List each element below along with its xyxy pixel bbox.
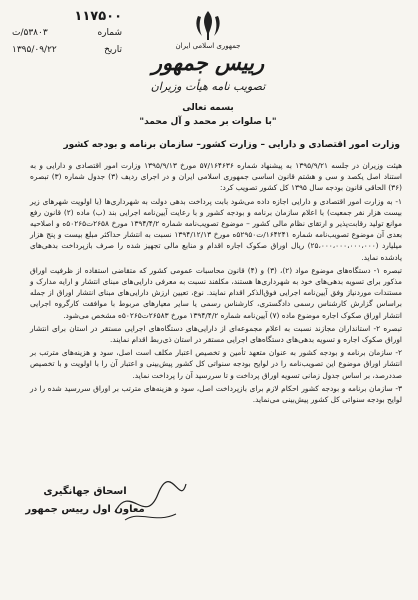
cabinet-approval-title: تصویب نامه هیأت وزیران (150, 80, 266, 93)
date-label: تاریخ (104, 45, 122, 55)
body-paragraph: ۳- سازمان برنامه و بودجه کشور احکام لازم برای بازپرداخت اصل، سود و هزینه‌های مترتب بر اوراق سررسید شده را در لوایح بودجه سنواتی کل کشور پیش‌بینی می‌نماید. (30, 383, 402, 405)
document-reference-block (12, 8, 122, 59)
salawat-line: "با صلوات بر محمد و آل محمد" (139, 117, 277, 127)
republic-caption: جمهوری اسلامی ایران (175, 42, 241, 50)
recipients-line: وزارت امور اقتصادی و دارایی – وزارت کشور– سازمان برنامه و بودجه کشور (63, 140, 400, 150)
reference-label: شماره (97, 28, 122, 38)
date-value: ۱۳۹۵/۰۹/۲۲ (12, 45, 57, 55)
bismillah-heading: بسمه تعالی (182, 103, 234, 113)
signature-block (20, 483, 150, 519)
body-paragraph: ۲- سازمان برنامه و بودجه کشور به عنوان متعهد تأمین و تخصیص اعتبار مکلف است اصل، سود و هزینه‌های مترتب بر انتشار اوراق موضوع این تصویب‌نامه را در لوایح بودجه سنواتی کل کشور پیش‌بینی و اعتبار آن را با اولویت و با تخصیص صددرصد، بر اساس جدول زمانی تسویه اوراق پرداخت و تا سررسید آن را پرداخت نماید. (30, 348, 402, 380)
signatory-title: معاون اول رییس جمهور (25, 504, 145, 515)
reference-value: ۵۳۸۰۳/ت (12, 28, 48, 38)
president-title: رییس جمهور (151, 50, 265, 75)
signatory-name: اسحاق جهانگیری (43, 486, 127, 497)
body-paragraph: ۱- به وزارت امور اقتصادی و دارایی اجازه داده می‌شود بابت پرداخت بدهی دولت به شهرداری‌ها (با اولویت شهرهای زیر بیست هزار نفر جمعیت) با اعلام سازمان برنامه و بودجه کشور و با رعایت آیین‌نامه اجرایی بند (ب) ماده (۲) قانون رفع موانع تولید رقابت‌پذیر و ارتقای نظام مالی کشور – موضوع تصویب‌نامه شماره ۱۳۹۴/۴/۲ مورخ ۲۶۵۸ت۵۰۲۶۵ه و اصلاحیه بعدی آن موضوع تصویب‌نامه شماره ۱۶۴۲۴۱/ت۵۲۹۵۰ه مورخ ۱۳۹۴/۱۲/۱۳ نسبت به انتشار حداکثر مبلغ بیست و پنج هزار میلیارد (۲۵،۰۰۰،۰۰۰،۰۰۰،۰۰۰) ریال اوراق صکوک اجاره اقدام و منابع مالی تجهیز شده را صرف بازپرداخت بدهی‌های یادشده نماید. (30, 196, 403, 262)
body-paragraph: هیئت وزیران در جلسه ۱۳۹۵/۹/۲۱ به پیشنهاد شماره ۵۷/۱۶۴۶۳۶ مورخ ۱۳۹۵/۹/۱۳ وزارت امور اقتصادی و دارایی و به استناد اصل یکصد و سی و هشتم قانون اساسی جمهوری اسلامی ایران و در اجرای ردیف (۳) جدول شماره (۳) تبصره (۳۶) الحاقی قانون بودجه سال ۱۳۹۵ کل کشور تصویب کرد: (30, 161, 402, 193)
iran-emblem-icon (187, 8, 229, 42)
body-paragraph: تبصره ۲- استانداران مجازند نسبت به اعلام مجموعه‌ای از دارایی‌های دستگاه‌های اجرایی مستقر در استان برای انتشار اوراق صکوک اجاره و تسویه بدهی‌های دستگاه‌های اجرایی مستقر در استان ذی‌ربط اقدام نمایند. (30, 323, 402, 345)
decree-body (30, 160, 402, 407)
document-number: ۱۱۷۵۰۰ (74, 9, 122, 24)
body-paragraph: تبصره ۱- دستگاه‌های موضوع مواد (۲)، (۳) و (۴) قانون محاسبات عمومی کشور که متقاضی استفاده از ظرفیت اوراق مذکور برای تسویه بدهی‌های خود به شهرداری‌ها هستند، مکلفند نسبت به معرفی دارایی‌های مبنای انتشار و ارایه مدارک و مستندات موردنیاز وفق آیین‌نامه اجرایی فوق‌الذکر اقدام نمایند. نوع، تعیین ارزش دارایی‌های مبنای انتشار اوراق از جمله براساس گزارش کارشناس رسمی دادگستری، کارشناس رسمی یا سایر معیارهای مربوط با موافقت کارگروه اجرایی انتشار اوراق صکوک اجاره موضوع ماده (۷) آیین‌نامه شماره ۱۳۹۴/۴/۲ مورخ ۲۶۵۸۳ت۵۰۲۶۵ه مشخص می‌شود. (30, 265, 402, 320)
date-row (12, 42, 122, 59)
reference-row (12, 25, 122, 42)
